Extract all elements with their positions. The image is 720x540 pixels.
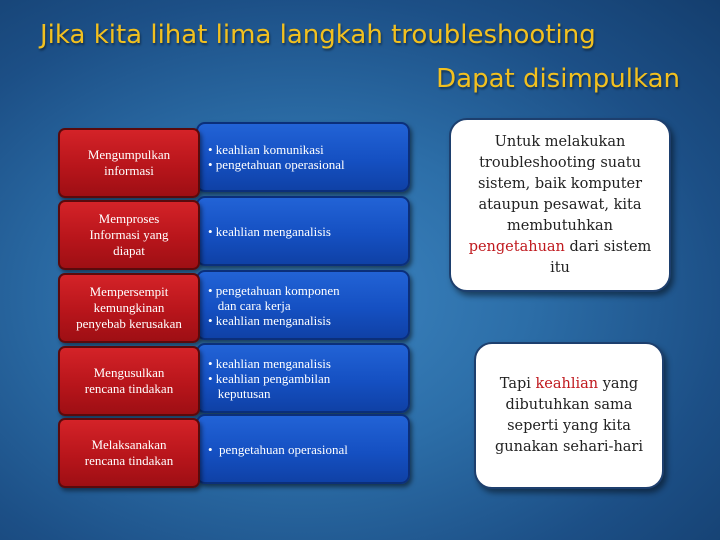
note-knowledge-text	[461, 132, 659, 279]
detail-line: • keahlian menganalisis	[208, 223, 331, 239]
detail-line: • keahlian menganalisis	[208, 312, 331, 328]
step-box-1	[58, 128, 200, 198]
detail-box-4	[196, 343, 410, 413]
slide-title-line2: Dapat disimpulkan	[436, 64, 680, 94]
detail-line: • pengetahuan operasional	[208, 441, 348, 457]
detail-box-1	[196, 122, 410, 192]
note-highlight: pengetahuan	[468, 238, 565, 255]
note-knowledge	[449, 118, 671, 292]
note-highlight: keahlian	[535, 375, 599, 392]
detail-line: • keahlian menganalisis	[208, 355, 331, 371]
step-label: Memproses Informasi yang diapat	[89, 211, 169, 258]
step-box-5	[58, 418, 200, 488]
step-box-3	[58, 273, 200, 343]
detail-line: • pengetahuan operasional	[208, 157, 345, 172]
step-label: Mengusulkan rencana tindakan	[84, 365, 174, 396]
detail-line: dan cara kerja	[208, 297, 291, 313]
detail-box-3	[196, 270, 410, 340]
detail-line: • keahlian komunikasi	[208, 142, 324, 157]
detail-line: • keahlian pengambilan	[208, 370, 331, 386]
note-skill-text	[486, 374, 652, 458]
step-label: Melaksanakan rencana tindakan	[84, 437, 174, 468]
note-skill	[474, 342, 664, 489]
step-box-4	[58, 346, 200, 416]
step-label: Mempersempit kemungkinan penyebab kerusakan	[76, 284, 182, 331]
note-text: yang dibutuhkan sama seperti yang kita gunakan sehari-hari	[494, 375, 643, 455]
note-text: Tapi	[499, 375, 536, 392]
step-box-2	[58, 200, 200, 270]
slide-title-line1: Jika kita lihat lima langkah troubleshooting	[40, 20, 596, 50]
detail-box-2	[196, 196, 410, 266]
detail-box-5	[196, 414, 410, 484]
detail-line: • pengetahuan komponen	[208, 282, 340, 298]
step-label: Mengumpulkan informasi	[87, 147, 171, 178]
detail-line: keputusan	[208, 385, 271, 401]
note-text: Untuk melakukan troubleshooting suatu sistem, baik komputer ataupun pesawat, kita membutuhkan	[477, 133, 643, 234]
note-text: dari sistem itu	[550, 238, 652, 276]
